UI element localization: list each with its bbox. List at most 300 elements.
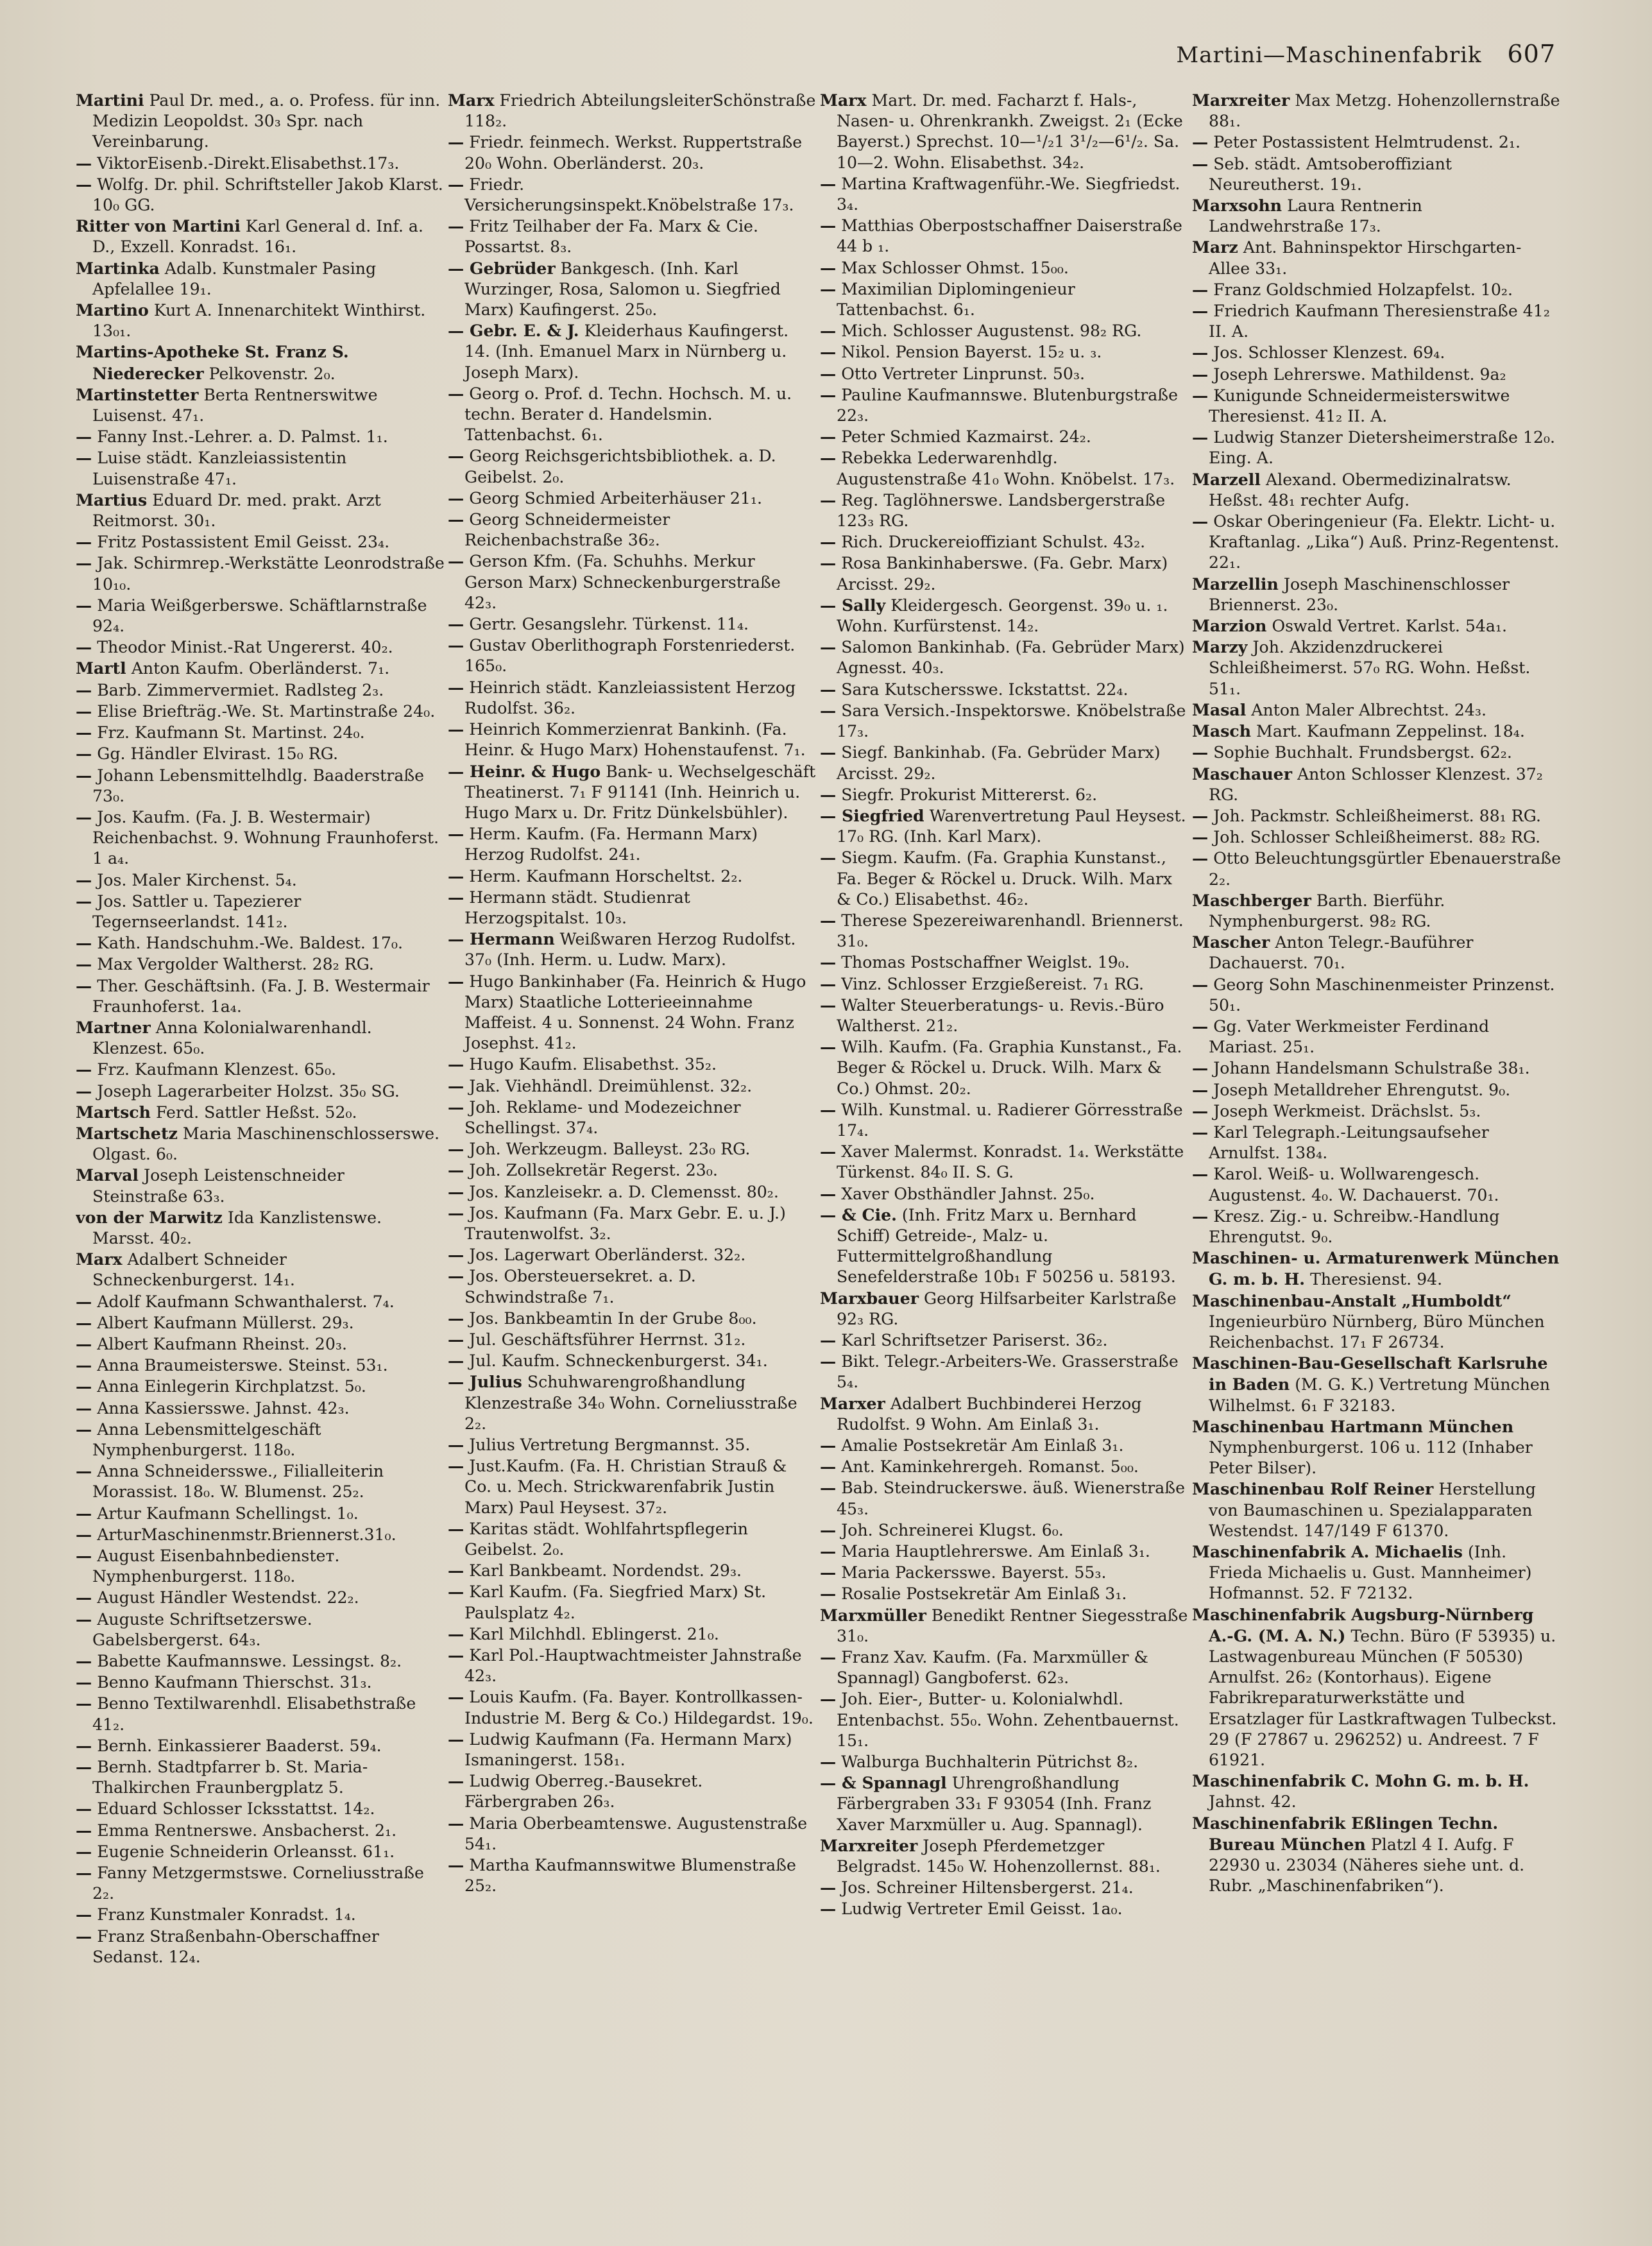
entry-name: —	[820, 637, 837, 657]
entry-name: —	[448, 1855, 464, 1875]
directory-entry	[820, 257, 1189, 279]
entry-details: Ther. Geschäftsinh. (Fa. J. B. Westermair Fraunhoferst. 1a₄.	[92, 976, 430, 1016]
entry-details: Ingenieurbüro Nürnberg, Büro München Reichenbachst. 17₁ F 26734.	[1209, 1312, 1545, 1351]
entry-details: Wolfg. Dr. phil. Schriftsteller Jakob Klarst. 10₀ GG.	[92, 175, 443, 215]
entry-details: Fanny Inst.-Lehrer. a. D. Palmst. 1₁.	[97, 427, 388, 447]
directory-entry	[76, 1503, 445, 1524]
entry-details: Joh. Zollsekretär Regerst. 23₀.	[469, 1161, 718, 1180]
entry-details: Ant. Bahninspektor Hirschgarten-Allee 33₁.	[1209, 238, 1522, 278]
entry-details: Anna Braumeisterswe. Steinst. 53₁.	[97, 1356, 388, 1375]
entry-name: Mascher	[1192, 932, 1270, 952]
entry-name: —	[1192, 1122, 1209, 1142]
entry-details: Otto Beleuchtungsgürtler Ebenauerstraße 2₂.	[1209, 849, 1561, 889]
entry-details: Johann Handelsmann Schulstraße 38₁.	[1213, 1059, 1530, 1078]
entry-details: Frz. Kaufmann St. Martinst. 24₀.	[97, 723, 365, 742]
directory-entry	[76, 870, 445, 891]
entry-details: Kath. Handschuhm.-We. Baldest. 17₀.	[97, 934, 404, 953]
entry-details: Georg Reichsgerichtsbibliothek. a. D. Geibelst. 2₀.	[464, 447, 776, 486]
entry-name: —	[76, 1672, 92, 1692]
directory-entry	[448, 1813, 817, 1855]
entry-name: Marxreiter	[1192, 90, 1290, 110]
entry-name: —	[820, 1330, 837, 1350]
entry-name: —	[1192, 511, 1209, 531]
entry-details: Jul. Geschäftsführer Herrnst. 31₂.	[469, 1330, 746, 1349]
entry-details: Ludwig Vertreter Emil Geisst. 1a₀.	[841, 1899, 1123, 1919]
entry-name: —	[820, 848, 837, 868]
entry-details: Vinz. Schlosser Erzgießereist. 7₁ RG.	[841, 974, 1145, 993]
directory-entry	[76, 765, 445, 807]
directory-entry	[1192, 848, 1561, 889]
entry-details: Eduard Dr. med. prakt. Arzt Reitmorst. 30₁.	[92, 490, 381, 531]
directory-entry	[76, 300, 445, 341]
entry-name: —	[448, 1561, 464, 1581]
entry-details: Franz Straßenbahn-Oberschaffner Sedanst. 12₄.	[92, 1926, 379, 1966]
entry-details: Karitas städt. Wohlfahrtspflegerin Geibelst. 2₀.	[464, 1519, 748, 1559]
entry-name: —	[1192, 343, 1209, 363]
entry-details: Walburga Buchhalterin Pütrichst 8₂.	[841, 1753, 1139, 1772]
directory-entry	[1192, 1416, 1561, 1479]
directory-entry	[1192, 1479, 1561, 1541]
entry-details: Albert Kaufmann Rheinst. 20₃.	[97, 1334, 347, 1353]
entry-details: Sophie Buchhalt. Frundsbergst. 62₂.	[1213, 743, 1512, 762]
entry-name: —	[820, 1689, 837, 1709]
entry-name: —	[1192, 132, 1209, 152]
entry-details: Mich. Schlosser Augustenst. 98₂ RG.	[841, 321, 1142, 341]
directory-entry	[820, 1456, 1189, 1477]
entry-details: Emma Rentnerswe. Ansbacherst. 2₁.	[97, 1821, 397, 1840]
entry-details: Adalb. Kunstmaler Pasing Apfelallee 19₁.	[92, 259, 377, 298]
directory-entry	[76, 1820, 445, 1841]
entry-name: —	[76, 680, 92, 699]
entry-name: —	[76, 448, 92, 468]
entry-details: Siegm. Kaufm. (Fa. Graphia Kunstanst., Fa. Beger & Röckel u. Druck. Wilh. Marx & Co.) Elisabethst. 46₂.	[837, 848, 1173, 909]
directory-entry	[1192, 1079, 1561, 1101]
directory-entry	[1192, 615, 1561, 637]
entry-name: —	[76, 1863, 92, 1883]
directory-entry	[820, 553, 1189, 594]
entry-name: Martins-Apotheke St. Franz S. Niederecker	[76, 342, 349, 383]
directory-entry	[820, 1772, 1189, 1835]
directory-entry	[820, 320, 1189, 341]
entry-details: Ludwig Oberreg.-Bausekret. Färbergraben 26₃.	[464, 1772, 703, 1812]
entry-details: Rosa Bankinhaberswe. (Fa. Gebr. Marx) Arcisst. 29₂.	[837, 554, 1168, 594]
entry-details: Schuhwarengroßhandlung Klenzestraße 34₀ Wohn. Corneliusstraße 2₂.	[464, 1373, 797, 1433]
directory-entry	[1192, 699, 1561, 721]
entry-details: Seb. städt. Amtsoberoffiziant Neureutherst. 19₁.	[1209, 154, 1452, 194]
entry-details: Pauline Kaufmannswe. Blutenburgstraße 22₃.	[837, 385, 1179, 425]
entry-details: Kleidergesch. Georgenst. 39₀ u. ₁. Wohn. Kurfürstenst. 14₂.	[837, 596, 1168, 636]
entry-details: Martha Kaufmannswitwe Blumenstraße 25₂.	[464, 1856, 796, 1896]
directory-entry	[76, 701, 445, 722]
entry-details: Mart. Dr. med. Facharzt f. Hals-, Nasen- u. Ohrenkrankh. Zweigst. 2₁ (Ecke Bayerst.) Sprechst. 10—¹/₂1 3¹/₂—6¹/₂. Sa. 10—2. Wohn. Elisabethst. 34₂.	[837, 91, 1183, 172]
directory-entry	[1192, 1604, 1561, 1771]
entry-name: —	[1192, 974, 1209, 994]
directory-entry	[76, 1333, 445, 1355]
directory-entry	[1192, 1353, 1561, 1416]
entry-details: Fritz Postassistent Emil Geisst. 23₄.	[97, 533, 390, 552]
entry-name: —	[76, 807, 92, 827]
entry-details: Wilh. Kaufm. (Fa. Graphia Kunstanst., Fa. Beger & Röckel u. Druck. Wilh. Marx & Co.) Ohmst. 20₂.	[837, 1038, 1182, 1098]
entry-name: —	[76, 954, 92, 974]
entry-name: —	[820, 279, 837, 298]
directory-entry	[820, 1435, 1189, 1456]
entry-name: —	[448, 1308, 464, 1328]
directory-entry	[76, 954, 445, 975]
directory-entry	[1192, 364, 1561, 385]
directory-entry	[1192, 1058, 1561, 1079]
entry-name: —	[1192, 742, 1209, 762]
entry-details: Benno Kaufmann Thierschst. 31₃.	[97, 1673, 372, 1692]
entry-details: Anton Schlosser Klenzest. 37₂ RG.	[1209, 764, 1543, 804]
entry-details: Joh. Schlosser Schleißheimerst. 88₂ RG.	[1213, 828, 1541, 847]
entry-name: —	[820, 1752, 837, 1772]
directory-entry	[820, 1351, 1189, 1393]
entry-details: Gerson Kfm. (Fa. Schuhhs. Merkur Gerson Marx) Schneckenburgerstraße 42₃.	[464, 552, 781, 612]
entry-name: —	[448, 1181, 464, 1201]
directory-entry	[820, 1877, 1189, 1898]
entry-details: Heinrich städt. Kanzleiassistent Herzog Rudolfst. 36₂.	[464, 678, 796, 717]
entry-name: —	[448, 1139, 464, 1159]
entry-details: Fanny Metzgermstswe. Corneliusstraße 2₂.	[92, 1864, 424, 1903]
entry-details: Kurt A. Innenarchitekt Winthirst. 13₀₁.	[92, 301, 426, 341]
entry-details: Reg. Taglöhnerswe. Landsbergerstraße 123₃ RG.	[837, 490, 1166, 531]
entry-name: —	[820, 1878, 837, 1898]
entry-name: —	[820, 973, 837, 993]
entry-name: —	[448, 1771, 464, 1791]
entry-name: —	[1192, 1058, 1209, 1078]
directory-entry	[76, 891, 445, 932]
directory-entry	[76, 1926, 445, 1967]
directory-entry	[1192, 279, 1561, 300]
directory-entry	[820, 847, 1189, 910]
entry-name: Martinka	[76, 258, 160, 278]
directory-entry	[76, 1376, 445, 1397]
directory-entry	[820, 805, 1189, 847]
entry-name: —	[448, 1266, 464, 1286]
entry-details: Anna Schneidersswe., Filialleiterin Morassist. 18₀. W. Blumenst. 25₂.	[92, 1462, 384, 1502]
directory-entry	[448, 1645, 817, 1686]
entry-details: Adalbert Buchbinderei Herzog Rudolfst. 9 Wohn. Am Einlaß 3₁.	[837, 1394, 1142, 1434]
entry-details: Kunigunde Schneidermeisterswitwe Theresienst. 41₂ II. A.	[1209, 386, 1510, 426]
directory-entry	[820, 215, 1189, 257]
entry-details: Joseph Metalldreher Ehrengutst. 9₀.	[1213, 1080, 1511, 1099]
directory-entry	[448, 823, 817, 865]
entry-name: Maschauer	[1192, 764, 1292, 784]
entry-name: —	[1192, 848, 1209, 868]
entry-details: (Inh. Frieda Michaelis u. Gust. Mannheimer) Hofmannst. 52. F 72132.	[1209, 1543, 1532, 1603]
entry-details: Karol. Weiß- u. Wollwarengesch. Augustenst. 4₀. W. Dachauerst. 70₁.	[1209, 1165, 1499, 1204]
entry-name: —	[76, 933, 92, 953]
entry-details: Mart. Kaufmann Zeppelinst. 18₄.	[1256, 722, 1525, 741]
entry-name: Maschinenbau Rolf Reiner	[1192, 1479, 1434, 1499]
entry-name: Maschinenbau Hartmann München	[1192, 1416, 1514, 1436]
entry-details: Karl Kaufm. (Fa. Siegfried Marx) St. Paulsplatz 4₂.	[464, 1582, 767, 1622]
entry-name: —	[1192, 385, 1209, 405]
entry-name: —	[820, 427, 837, 447]
entry-details: Heinrich Kommerzienrat Bankinh. (Fa. Heinr. & Hugo Marx) Hohenstaufenst. 7₁.	[464, 720, 806, 760]
entry-details: Benno Textilwarenhdl. Elisabethstraße 41₂.	[92, 1694, 416, 1734]
entry-name: —	[820, 952, 837, 972]
entry-name: — Julius	[448, 1372, 522, 1392]
directory-entry	[448, 1203, 817, 1244]
directory-entry	[448, 971, 817, 1054]
directory-entry	[1192, 1247, 1561, 1290]
entry-details: Weißwaren Herzog Rudolfst. 37₀ (Inh. Herm. u. Ludw. Marx).	[464, 930, 796, 970]
directory-entry	[448, 1160, 817, 1181]
entry-details: Nymphenburgerst. 106 u. 112 (Inhaber Peter Bilser).	[1209, 1438, 1533, 1478]
entry-details: Joh. Eier-, Butter- u. Kolonialwhdl. Entenbachst. 55₀. Wohn. Zehentbauernst. 15₁.	[837, 1690, 1179, 1750]
entry-name: —	[76, 1609, 92, 1629]
entry-name: —	[76, 1693, 92, 1713]
entry-name: —	[448, 1518, 464, 1538]
entry-name: Martini	[76, 90, 144, 110]
entry-details: Anna Einlegerin Kirchplatzst. 5₀.	[97, 1377, 366, 1396]
entry-name: —	[76, 1419, 92, 1439]
entry-name: —	[448, 174, 464, 194]
entry-name: —	[448, 971, 464, 991]
entry-name: —	[448, 1160, 464, 1180]
directory-entry	[76, 743, 445, 764]
entry-details: Joh. Reklame- und Modezeichner Schellingst. 37₄.	[464, 1097, 741, 1137]
directory-entry	[820, 952, 1189, 973]
entry-name: —	[76, 1503, 92, 1523]
entry-details: Alexand. Obermedizinalratsw. Heßst. 48₁ rechter Aufg.	[1209, 470, 1511, 510]
entry-name: Martl	[76, 658, 126, 678]
entry-name: —	[1192, 364, 1209, 384]
entry-name: —	[76, 701, 92, 721]
entry-details: Martina Kraftwagenführ.-We. Siegfriedst. 3₄.	[837, 174, 1180, 214]
entry-name: —	[820, 742, 837, 762]
entry-details: Kleiderhaus Kaufingerst. 14. (Inh. Emanuel Marx in Nürnberg u. Joseph Marx).	[464, 321, 789, 382]
entry-name: —	[76, 1588, 92, 1607]
entry-details: Ferd. Sattler Heßst. 52₀.	[155, 1102, 357, 1122]
directory-entry	[820, 1898, 1189, 1919]
entry-name: Martino	[76, 300, 149, 320]
entry-name: —	[820, 363, 837, 383]
entry-details: Jak. Viehhändl. Dreimühlenst. 32₂.	[469, 1076, 753, 1095]
entry-name: —	[76, 1461, 92, 1481]
entry-name: — Gebrüder	[448, 258, 556, 278]
entry-name: Marxbauer	[820, 1288, 919, 1308]
entry-name: Maschinenfabrik A. Michaelis	[1192, 1542, 1463, 1562]
directory-entry	[1192, 1016, 1561, 1058]
directory-entry	[76, 1165, 445, 1206]
entry-name: —	[820, 1351, 837, 1371]
entry-name: —	[820, 910, 837, 930]
running-head-title: Martini—Maschinenfabrik	[1176, 42, 1482, 68]
directory-entry	[76, 553, 445, 594]
entry-details: Friedr. feinmech. Werkst. Ruppertstraße 20₀ Wohn. Oberländerst. 20₃.	[464, 133, 803, 173]
directory-entry	[1192, 237, 1561, 279]
entry-details: Bab. Steindruckerswe. äuß. Wienerstraße 45₃.	[837, 1479, 1186, 1518]
entry-details: Jos. Obersteuersekret. a. D. Schwindstraße 7₁.	[464, 1267, 696, 1307]
directory-entry	[76, 658, 445, 679]
entry-details: Karl Pol.-Hauptwachtmeister Jahnstraße 42₃.	[464, 1646, 802, 1686]
entry-details: Laura Rentnerin Landwehrstraße 17₃.	[1209, 196, 1422, 236]
entry-name: —	[1192, 1206, 1209, 1226]
entry-name: —	[820, 1478, 837, 1498]
directory-entry	[1192, 153, 1561, 195]
directory-entry	[448, 887, 817, 929]
entry-details: Ludwig Kaufmann (Fa. Hermann Marx) Ismaningerst. 158₁.	[464, 1729, 792, 1770]
entry-details: Julius Vertretung Bergmannst. 35.	[469, 1436, 751, 1454]
entry-details: Wilh. Kunstmal. u. Radierer Görresstraße 17₄.	[837, 1100, 1183, 1140]
directory-entry	[1192, 1770, 1561, 1812]
directory-entry	[1192, 1101, 1561, 1122]
entry-name: —	[76, 1312, 92, 1332]
directory-entry	[76, 1798, 445, 1819]
directory-entry	[820, 910, 1189, 952]
entry-name: —	[1192, 827, 1209, 847]
directory-entry	[76, 1419, 445, 1461]
entry-details: Elise Briefträg.-We. St. Martinstraße 24₀.	[97, 701, 436, 721]
entry-name: Martinstetter	[76, 384, 199, 404]
directory-entry	[448, 383, 817, 446]
entry-name: —	[820, 257, 837, 277]
entry-name: —	[448, 551, 464, 571]
directory-entry	[448, 1434, 817, 1455]
directory-entry	[76, 1862, 445, 1904]
entry-details: Jos. Schlosser Klenzest. 69₄.	[1213, 343, 1445, 363]
entry-details: Karl Milchhdl. Eblingerst. 21₀.	[469, 1624, 719, 1643]
entry-name: —	[448, 132, 464, 152]
entry-name: —	[448, 635, 464, 655]
entry-name: —	[76, 765, 92, 785]
entry-details: ArturMaschinenmstr.Briennerst.31₀.	[97, 1525, 396, 1544]
directory-entry	[448, 1560, 817, 1581]
directory-entry	[1192, 511, 1561, 574]
entry-name: Marzell	[1192, 469, 1261, 489]
directory-entry	[448, 174, 817, 216]
entry-name: —	[820, 1436, 837, 1455]
entry-details: Frz. Kaufmann Klenzest. 65₀.	[97, 1060, 337, 1079]
directory-entry	[1192, 1290, 1561, 1353]
entry-name: —	[448, 1813, 464, 1833]
entry-name: —	[448, 614, 464, 634]
entry-details: Franz Xav. Kaufm. (Fa. Marxmüller & Spannagl) Gangboferst. 62₃.	[837, 1648, 1148, 1688]
column-1	[76, 90, 445, 2220]
entry-details: Rebekka Lederwarenhdlg. Augustenstraße 41₀ Wohn. Knöbelst. 17₃.	[837, 449, 1175, 488]
entry-name: Masal	[1192, 699, 1247, 719]
directory-entry	[76, 1650, 445, 1672]
entry-name: —	[76, 1398, 92, 1418]
entry-name: — & Cie.	[820, 1204, 897, 1224]
directory-entry	[76, 384, 445, 426]
entry-details: Ludwig Stanzer Dietersheimerstraße 12₀. Eing. A.	[1209, 428, 1556, 468]
entry-name: —	[820, 173, 837, 193]
entry-details: Uhrengroßhandlung Färbergraben 33₁ F 93054 (Inh. Franz Xaver Marxmüller u. Aug. Spannagl).	[837, 1774, 1152, 1834]
entry-details: Friedrich Kaufmann Theresienstraße 41₂ II. A.	[1209, 302, 1550, 341]
directory-entry	[1192, 742, 1561, 763]
entry-details: Bank- u. Wechselgeschäft Theatinerst. 7₁ F 91141 (Inh. Heinrich u. Hugo Marx u. Dr. Fritz Dünkelsbühler).	[464, 762, 816, 822]
entry-details: Bernh. Einkassierer Baaderst. 59₄.	[97, 1736, 382, 1755]
directory-entry	[76, 258, 445, 300]
entry-details: Kresz. Zig.- u. Schreibw.-Handlung Ehrengutst. 9₀.	[1209, 1206, 1500, 1246]
entry-name: —	[76, 153, 92, 173]
entry-details: Warenvertretung Paul Heysest. 17₀ RG. (Inh. Karl Marx).	[837, 806, 1186, 846]
running-head	[1176, 40, 1556, 68]
directory-entry	[76, 447, 445, 489]
entry-details: August Händler Westendst. 22₂.	[97, 1588, 359, 1607]
directory-entry	[76, 1123, 445, 1165]
entry-name: —	[1192, 279, 1209, 299]
entry-details: Theresienst. 94.	[1310, 1270, 1443, 1289]
entry-name: —	[820, 1142, 837, 1162]
directory-entry	[448, 866, 817, 887]
directory-entry	[820, 784, 1189, 805]
entry-details: Auguste Schriftsetzerswe. Gabelsbergerst. 64₃.	[92, 1609, 312, 1649]
entry-name: —	[448, 1624, 464, 1643]
directory-entry	[448, 258, 817, 321]
entry-details: Bankgesch. (Inh. Karl Wurzinger, Rosa, Salomon u. Siegfried Marx) Kaufingerst. 25₀.	[464, 259, 781, 320]
entry-name: —	[820, 553, 837, 573]
entry-name: —	[448, 446, 464, 466]
entry-name: Marxsohn	[1192, 196, 1282, 216]
entry-details: Joh. Akzidenzdruckerei Schleißheimerst. 57₀ RG. Wohn. Heßst. 51₁.	[1209, 638, 1531, 698]
entry-details: Joseph Lagerarbeiter Holzst. 35₀ SG.	[97, 1081, 400, 1101]
entry-details: Louis Kaufm. (Fa. Bayer. Kontrollkassen-Industrie M. Berg & Co.) Hildegardst. 19₀.	[464, 1688, 813, 1727]
directory-entry	[448, 1770, 817, 1812]
entry-name: —	[820, 448, 837, 468]
entry-name: —	[76, 1651, 92, 1671]
directory-entry	[1192, 637, 1561, 699]
directory-entry	[448, 90, 817, 132]
entry-details: Peter Postassistent Helmtrudenst. 2₁.	[1213, 133, 1520, 152]
entry-name: —	[1192, 153, 1209, 173]
directory-entry	[448, 1054, 817, 1075]
entry-details: Anton Telegr.-Bauführer Dachauerst. 70₁.	[1209, 933, 1474, 973]
entry-details: Max Schlosser Ohmst. 15₀₀.	[841, 258, 1069, 277]
entry-name: —	[448, 1687, 464, 1707]
directory-entry	[76, 1756, 445, 1798]
entry-name: —	[1192, 427, 1209, 447]
entry-name: Maschberger	[1192, 890, 1311, 910]
directory-entry	[448, 1181, 817, 1203]
directory-entry	[448, 445, 817, 487]
entry-details: Nikol. Pension Bayerst. 15₂ u. ₃.	[841, 343, 1102, 362]
entry-name: —	[1192, 805, 1209, 825]
entry-name: —	[76, 744, 92, 764]
entry-details: Amalie Postsekretär Am Einlaß 3₁.	[841, 1436, 1124, 1455]
directory-entry	[76, 531, 445, 553]
entry-details: Xaver Malermst. Konradst. 1₄. Werkstätte Türkenst. 84₀ II. S. G.	[837, 1142, 1184, 1182]
entry-name: —	[1192, 1101, 1209, 1120]
entry-details: Joh. Packmstr. Schleißheimerst. 88₁ RG.	[1213, 806, 1541, 825]
entry-details: Jos. Schreiner Hiltensbergerst. 21₄.	[841, 1878, 1134, 1898]
entry-name: —	[448, 1351, 464, 1371]
entry-details: Benedikt Rentner Siegesstraße 31₀.	[837, 1606, 1188, 1645]
entry-details: Herm. Kaufmann Horscheltst. 2₂.	[469, 866, 743, 886]
entry-details: Gustav Oberlithograph Forstenriederst. 165₀.	[464, 636, 796, 676]
entry-name: —	[448, 1645, 464, 1665]
directory-entry	[1192, 805, 1561, 827]
entry-details: Maria Hauptlehrerswe. Am Einlaß 3₁.	[841, 1542, 1150, 1561]
entry-details: Sara Kutschersswe. Ickstattst. 22₄.	[841, 680, 1128, 699]
entry-details: Jos. Kanzleisekr. a. D. Clemensst. 80₂.	[469, 1182, 779, 1201]
entry-details: Paul Dr. med., a. o. Profess. für inn. Medizin Leopoldst. 30₃ Spr. nach Vereinbarung.	[92, 91, 441, 151]
entry-details: Jak. Schirmrep.-Werkstätte Leonrodstraße 10₁₀.	[92, 554, 445, 594]
entry-name: —	[448, 719, 464, 739]
entry-name: —	[76, 1820, 92, 1840]
entry-details: Joh. Werkzeugm. Balleyst. 23₀ RG.	[469, 1140, 751, 1159]
directory-entry	[820, 341, 1189, 363]
entry-name: Marxmüller	[820, 1605, 926, 1625]
directory-entry	[1192, 574, 1561, 615]
directory-entry	[76, 1461, 445, 1502]
directory-entry	[820, 1520, 1189, 1541]
directory-entry	[820, 973, 1189, 995]
entry-name: —	[820, 1563, 837, 1582]
